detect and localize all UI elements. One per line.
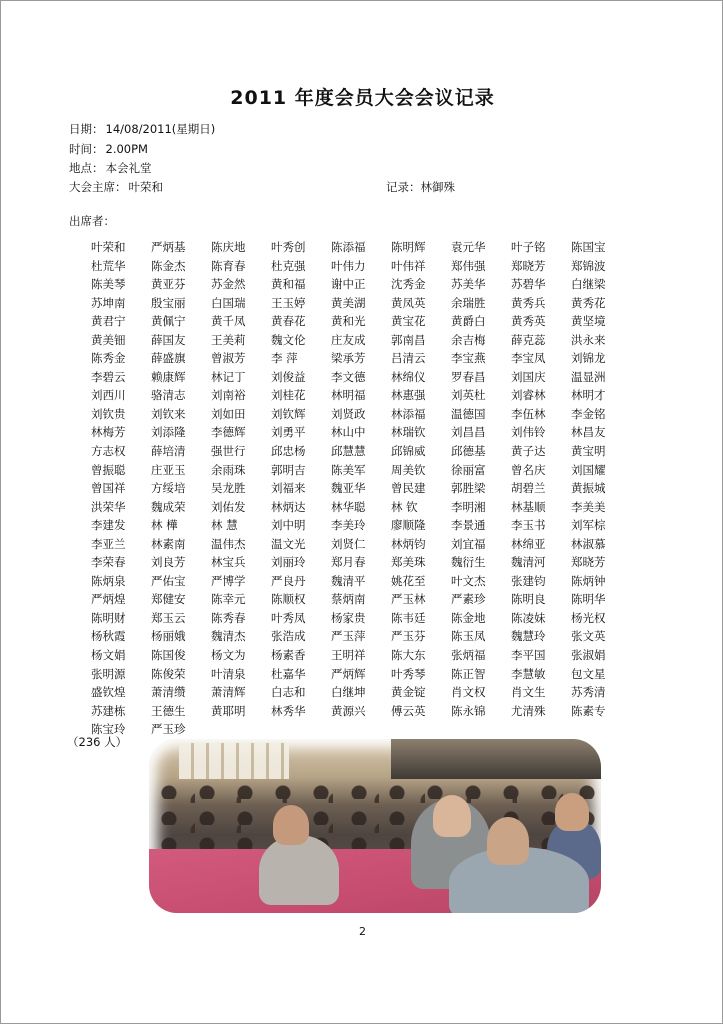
attendee-name: 邱德基: [451, 444, 486, 459]
attendee-name: 陈秀金: [91, 351, 126, 366]
attendee-name: 陈国俊: [151, 648, 186, 663]
attendee-name: 杨家贵: [331, 610, 366, 625]
attendee-name: 林添福: [391, 406, 426, 421]
attendee-name: 刘俊益: [271, 369, 306, 384]
attendee-name: 李明湘: [451, 499, 486, 514]
attendee-name: 王明祥: [331, 648, 366, 663]
attendee-name: 郑健安: [151, 592, 186, 607]
attendee-name: 黄爵白: [451, 314, 486, 329]
attendee-name: 黄金锭: [391, 685, 426, 700]
attendee-name: 严佑宝: [151, 573, 186, 588]
attendee-name: 陈明华: [571, 592, 606, 607]
attendee-name: 谢中正: [331, 277, 366, 292]
attendee-name: 刘如田: [211, 406, 246, 421]
attendee-name: 刘伟铃: [511, 425, 546, 440]
attendee-list: [91, 239, 631, 740]
attendee-name: 白继梁: [571, 277, 606, 292]
attendee-name: 胡碧兰: [511, 481, 546, 496]
attendee-name: 曾国祥: [91, 481, 126, 496]
attendee-name: 强世行: [211, 444, 246, 459]
attendee-name: 刘南裕: [211, 388, 246, 403]
attendee-name: 叶子铭: [511, 240, 546, 254]
attendee-name: 黄亚芬: [151, 277, 186, 292]
attendee-name: 叶秀琴: [391, 666, 426, 681]
attendee-name: 陈韦廷: [391, 610, 426, 625]
date-value: 14/08/2011(星期日): [105, 122, 216, 136]
attendee-name: 罗春昌: [451, 369, 486, 384]
attendee-name: 魏成荣: [151, 499, 186, 514]
chair-value: 叶荣和: [128, 180, 163, 194]
attendee-name: 郑晓芳: [511, 258, 546, 273]
attendee-name: 杨丽娥: [151, 629, 186, 644]
attendee-name: 黄美湖: [331, 295, 366, 310]
attendee-name: 陈添福: [331, 240, 366, 254]
attendee-name: 魏清平: [331, 573, 366, 588]
attendee-name: 黄源兴: [331, 703, 366, 718]
attendee-name: 苏秀清: [571, 685, 606, 700]
attendee-name: 陈大东: [391, 648, 426, 663]
attendee-name: 叶伟祥: [391, 258, 426, 273]
attendee-name: 陈秀春: [211, 610, 246, 625]
attendee-name: 陈明财: [91, 610, 126, 625]
attendee-name: 林记丁: [211, 369, 246, 384]
attendee-name: 杨文娟: [91, 648, 126, 663]
attendee-name: 周美钦: [391, 462, 426, 477]
attendee-name: 陈俊荣: [151, 666, 186, 681]
attendee-name: 刘佑发: [211, 499, 246, 514]
attendee-name: 洪荣华: [91, 499, 126, 514]
attendee-name: 李伍林: [511, 406, 546, 421]
attendee-name: 林惠强: [391, 388, 426, 403]
attendee-name: 张建钧: [511, 573, 546, 588]
attendee-name: 李美美: [571, 499, 606, 514]
attendee-name: 陈国宝: [571, 240, 606, 254]
attendee-name: 温德国: [451, 406, 486, 421]
attendee-name: 严炳基: [151, 240, 186, 254]
attendee-name: 陈金杰: [151, 258, 186, 273]
attendee-name: 魏清河: [511, 555, 546, 570]
time-label: 时间：: [69, 142, 104, 156]
attendee-name: 杨秋霞: [91, 629, 126, 644]
attendee-name: 林 钦: [391, 499, 418, 514]
attendee-name: 郑月春: [331, 555, 366, 570]
attendee-name: 刘锦龙: [571, 351, 606, 366]
attendee-name: 温显洲: [571, 369, 606, 384]
attendee-name: 包文星: [571, 666, 606, 681]
attendee-name: 叶秀创: [271, 240, 306, 254]
place-value: 本会礼堂: [105, 161, 152, 175]
attendee-name: 刘钦辉: [271, 406, 306, 421]
attendee-name: 林基顺: [511, 499, 546, 514]
attendee-name: 王玉婷: [271, 295, 306, 310]
attendee-name: 徐丽富: [451, 462, 486, 477]
attendee-name: 陈炳泉: [91, 573, 126, 588]
attendee-name: 叶秀凤: [271, 610, 306, 625]
attendee-name: 陈金地: [451, 610, 486, 625]
attendee-name: 黄秀花: [571, 295, 606, 310]
attendee-name: 盛钦煌: [91, 685, 126, 700]
attendee-name: 李慧敏: [511, 666, 546, 681]
attendee-name: 苏建栋: [91, 703, 126, 718]
attendee-name: 刘睿林: [511, 388, 546, 403]
attendee-name: 梁承芳: [331, 351, 366, 366]
attendee-name: 尤清殊: [511, 703, 546, 718]
attendee-name: 陈顺权: [271, 592, 306, 607]
attendee-name: 刘丽玲: [271, 555, 306, 570]
attendee-name: 陈美军: [331, 462, 366, 477]
attendee-name: 叶荣和: [91, 240, 126, 254]
attendee-name: 苏坤南: [91, 295, 126, 310]
attendee-name: 黄振城: [571, 481, 606, 496]
attendee-name: 余瑞胜: [451, 295, 486, 310]
attendee-name: 林瑞钦: [391, 425, 426, 440]
attendee-name: 李德辉: [211, 425, 246, 440]
attendee-name: 杜荒华: [91, 258, 126, 273]
attendee-name: 张文英: [571, 629, 606, 644]
attendee-name: 林绵仪: [391, 369, 426, 384]
attendee-name: 杜克强: [271, 258, 306, 273]
attendee-name: 黄子达: [511, 444, 546, 459]
attendee-name: 李宝凤: [511, 351, 546, 366]
attendee-name: 白继坤: [331, 685, 366, 700]
attendee-name: 庄友成: [331, 332, 366, 347]
attendee-name: 郑晓芳: [571, 555, 606, 570]
attendee-name: 陈明良: [511, 592, 546, 607]
attendee-name: 魏慧玲: [511, 629, 546, 644]
attendee-name: 方绥培: [151, 481, 186, 496]
attendee-name: 白国瑞: [211, 295, 246, 310]
attendee-name: 郭南昌: [391, 332, 426, 347]
attendee-name: 刘钦来: [151, 406, 186, 421]
attendee-name: 吕清云: [391, 351, 426, 366]
attendee-name: 李 萍: [271, 351, 298, 366]
attendee-name: 李景通: [451, 518, 486, 533]
attendee-name: 刘西川: [91, 388, 126, 403]
attendee-name: 余雨珠: [211, 462, 246, 477]
attendee-name: 林素南: [151, 536, 186, 551]
attendee-name: 苏金然: [211, 277, 246, 292]
attendee-name: 刘宜福: [451, 536, 486, 551]
attendee-name: 李荣春: [91, 555, 126, 570]
place-row: [69, 160, 152, 176]
attendee-name: 刘军棕: [571, 518, 606, 533]
attendee-name: 严博学: [211, 573, 246, 588]
attendee-name: 黄和福: [271, 277, 306, 292]
attendee-name: 杨素香: [271, 648, 306, 663]
chair-label: 大会主席：: [69, 180, 127, 194]
attendee-name: 肖文生: [511, 685, 546, 700]
attendee-name: 陈炳钟: [571, 573, 606, 588]
time-row: [69, 141, 148, 157]
attendee-name: 郭胜梁: [451, 481, 486, 496]
attendee-name: 张炳福: [451, 648, 486, 663]
attendee-count: （236 人）: [67, 735, 128, 749]
attendee-name: 邱忠杨: [271, 444, 306, 459]
attendee-name: 林绵亚: [511, 536, 546, 551]
chair-row: [69, 179, 163, 195]
attendee-name: 方志权: [91, 444, 126, 459]
attendee-name: 林 樺: [151, 518, 178, 533]
attendee-name: 黄和光: [331, 314, 366, 329]
attendee-name: 林炳达: [271, 499, 306, 514]
attendee-name: 王美莉: [211, 332, 246, 347]
attendee-name: 魏清杰: [211, 629, 246, 644]
attendee-name: 苏碧华: [511, 277, 546, 292]
attendee-name: 严炳辉: [331, 666, 366, 681]
attendee-name: 林 慧: [211, 518, 238, 533]
attendee-name: 刘英杜: [451, 388, 486, 403]
recorder-value: 林御殊: [420, 180, 455, 194]
attendee-name: 刘国耀: [571, 462, 606, 477]
attendee-name: 王德生: [151, 703, 186, 718]
attendee-name: 郑玉云: [151, 610, 186, 625]
attendee-name: 沈秀金: [391, 277, 426, 292]
document-title: 2011 年度会员大会会议记录: [230, 87, 495, 109]
attendee-name: 苏美华: [451, 277, 486, 292]
attendee-name: 严玉萍: [331, 629, 366, 644]
attendee-name: 傅云英: [391, 703, 426, 718]
attendee-name: 李建发: [91, 518, 126, 533]
attendee-name: 薛盛旗: [151, 351, 186, 366]
attendee-name: 郭明吉: [271, 462, 306, 477]
attendee-name: 陈幸元: [211, 592, 246, 607]
attendee-name: 郑伟强: [451, 258, 486, 273]
attendee-name: 刘昌昌: [451, 425, 486, 440]
attendee-name: 林炳钧: [391, 536, 426, 551]
attendee-name: 林明福: [331, 388, 366, 403]
attendee-name: 黄秀兵: [511, 295, 546, 310]
attendee-name: 曾名庆: [511, 462, 546, 477]
attendee-name: 严素珍: [451, 592, 486, 607]
attendee-name: 廖顺隆: [391, 518, 426, 533]
attendee-name: 刘福来: [271, 481, 306, 496]
attendee-name: 肖文权: [451, 685, 486, 700]
attendee-name: 刘国庆: [511, 369, 546, 384]
attendee-name: 李平国: [511, 648, 546, 663]
attendee-name: 张淑娟: [571, 648, 606, 663]
attendee-name: 杜嘉华: [271, 666, 306, 681]
attendee-name: 叶清泉: [211, 666, 246, 681]
attendee-name: 林昌友: [571, 425, 606, 440]
attendee-name: 庄亚玉: [151, 462, 186, 477]
attendee-name: 李碧云: [91, 369, 126, 384]
attendee-name: 林秀华: [271, 703, 306, 718]
attendee-name: 郑锦波: [571, 258, 606, 273]
attendee-name: 薛培清: [151, 444, 186, 459]
attendee-name: 严炳煌: [91, 592, 126, 607]
attendees-label: 出席者：: [69, 214, 115, 228]
attendee-name: 严良丹: [271, 573, 306, 588]
attendee-name: 李玉书: [511, 518, 546, 533]
attendee-name: 陈庆地: [211, 240, 246, 254]
attendee-name: 黄千凤: [211, 314, 246, 329]
attendee-name: 黄佩宁: [151, 314, 186, 329]
attendee-name: 刘桂花: [271, 388, 306, 403]
attendee-name: 李亚兰: [91, 536, 126, 551]
attendee-name: 林淑慕: [571, 536, 606, 551]
attendee-name: 温伟杰: [211, 536, 246, 551]
attendee-name: 黄耶明: [211, 703, 246, 718]
attendee-name: 曾淑芳: [211, 351, 246, 366]
attendee-name: 叶文杰: [451, 573, 486, 588]
attendee-name: 黄凤英: [391, 295, 426, 310]
attendee-name: 陈凌妹: [511, 610, 546, 625]
attendee-name: 吴龙胜: [211, 481, 246, 496]
attendee-name: 陈玉凤: [451, 629, 486, 644]
attendee-name: 蔡炳南: [331, 592, 366, 607]
attendee-name: 黄美钿: [91, 332, 126, 347]
attendee-name: 陈正智: [451, 666, 486, 681]
attendee-name: 魏亚华: [331, 481, 366, 496]
attendee-name: 刘贤政: [331, 406, 366, 421]
attendee-name: 刘添隆: [151, 425, 186, 440]
attendee-name: 严玉芬: [391, 629, 426, 644]
attendee-name: 陈育春: [211, 258, 246, 273]
attendee-name: 陈宝玲: [91, 722, 126, 737]
attendee-name: 林明才: [571, 388, 606, 403]
page-number: 2: [359, 925, 366, 938]
attendee-name: 温文光: [271, 536, 306, 551]
attendee-name: 杨文为: [211, 648, 246, 663]
attendee-name: 张明源: [91, 666, 126, 681]
attendee-name: 严玉林: [391, 592, 426, 607]
attendee-name: 黄秀英: [511, 314, 546, 329]
attendee-name: 赖康辉: [151, 369, 186, 384]
attendee-name: 萧清缵: [151, 685, 186, 700]
attendee-name: 黄君宁: [91, 314, 126, 329]
attendee-name: 曾振聪: [91, 462, 126, 477]
attendee-name: 姚花至: [391, 573, 426, 588]
attendee-name: 余吉梅: [451, 332, 486, 347]
attendee-name: 陈美琴: [91, 277, 126, 292]
attendee-name: 杨光权: [571, 610, 606, 625]
attendee-name: 陈素专: [571, 703, 606, 718]
attendee-name: 刘勇平: [271, 425, 306, 440]
attendee-name: 李文德: [331, 369, 366, 384]
attendee-name: 魏衍生: [451, 555, 486, 570]
attendee-name: 林梅芳: [91, 425, 126, 440]
attendee-name: 陈明辉: [391, 240, 426, 254]
attendee-name: 严玉珍: [151, 722, 186, 737]
meeting-photo: [149, 739, 601, 913]
attendee-name: 邱锦威: [391, 444, 426, 459]
attendee-name: 黄坚境: [571, 314, 606, 329]
attendee-name: 黄宝花: [391, 314, 426, 329]
date-label: 日期：: [69, 122, 104, 136]
time-value: 2.00PM: [105, 142, 148, 156]
attendee-name: 白志和: [271, 685, 306, 700]
attendee-name: 李宝燕: [451, 351, 486, 366]
attendee-name: 殷宝丽: [151, 295, 186, 310]
attendee-name: 萧清辉: [211, 685, 246, 700]
attendee-name: 刘良芳: [151, 555, 186, 570]
place-label: 地点：: [69, 161, 104, 175]
attendee-name: 曾民建: [391, 481, 426, 496]
attendee-name: 郑美珠: [391, 555, 426, 570]
recorder-row: [386, 179, 455, 195]
attendee-name: 林华聪: [331, 499, 366, 514]
date-row: [69, 121, 215, 137]
attendee-name: 刘钦贵: [91, 406, 126, 421]
attendee-name: 黄春花: [271, 314, 306, 329]
attendee-name: 李金铭: [571, 406, 606, 421]
attendee-name: 薛国友: [151, 332, 186, 347]
attendee-name: 洪永来: [571, 332, 606, 347]
attendee-name: 林宝兵: [211, 555, 246, 570]
attendee-name: 刘中明: [271, 518, 306, 533]
attendee-name: 李美玲: [331, 518, 366, 533]
attendee-name: 袁元华: [451, 240, 486, 254]
attendee-name: 魏文伦: [271, 332, 306, 347]
attendee-name: 林山中: [331, 425, 366, 440]
attendee-name: 骆清志: [151, 388, 186, 403]
attendee-name: 薛克蕊: [511, 332, 546, 347]
attendee-name: 邱慧慧: [331, 444, 366, 459]
attendee-name: 黄宝明: [571, 444, 606, 459]
attendee-name: 叶伟力: [331, 258, 366, 273]
attendee-name: 刘贤仁: [331, 536, 366, 551]
attendee-name: 陈永锦: [451, 703, 486, 718]
recorder-label: 记录：: [386, 180, 421, 194]
attendee-name: 张浩成: [271, 629, 306, 644]
